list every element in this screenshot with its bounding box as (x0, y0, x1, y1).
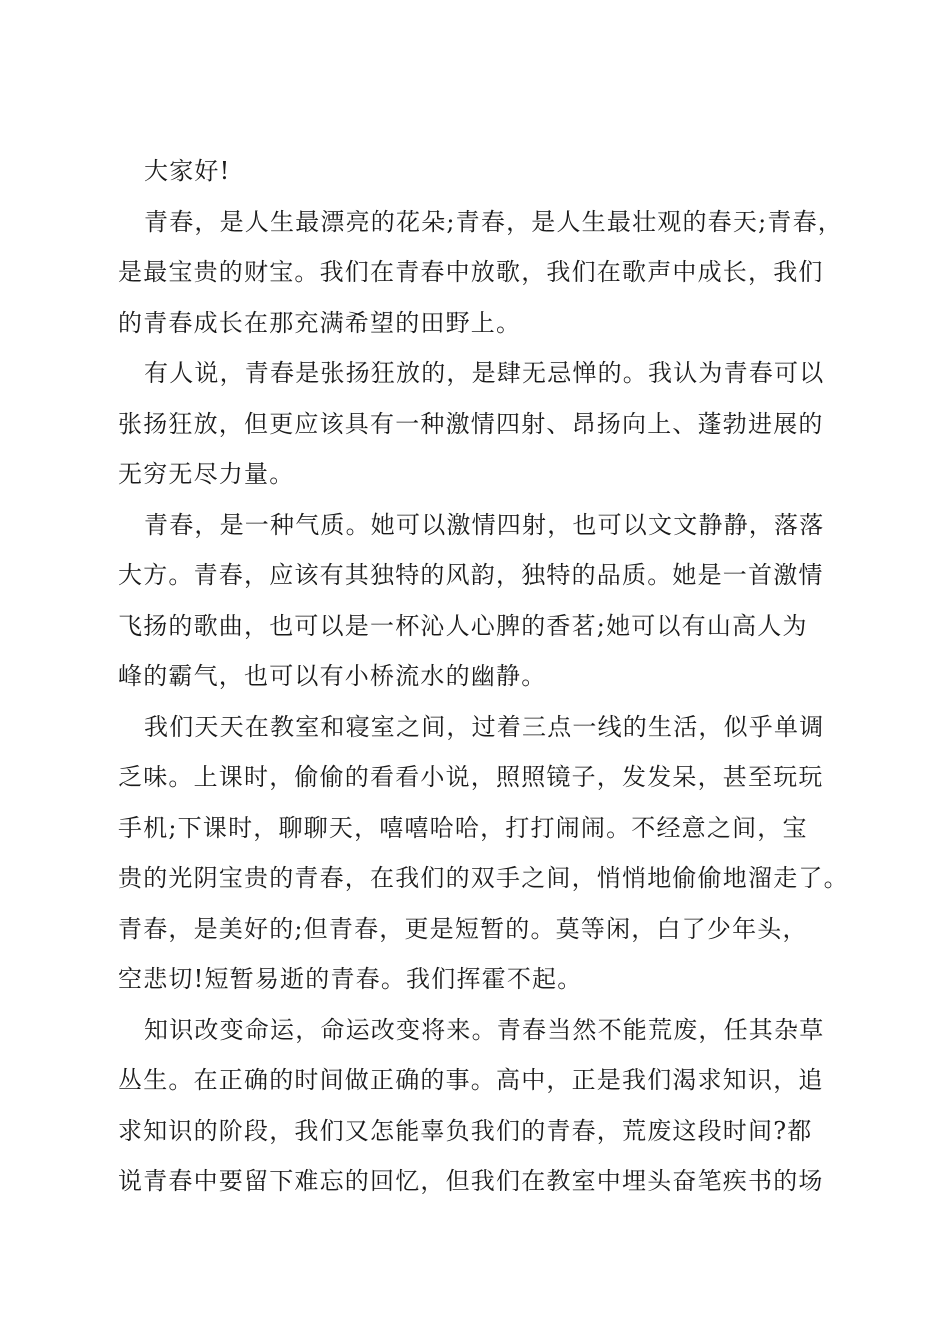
paragraph-3-line-1: 青春，是一种气质。她可以激情四射，也可以文文静静，落落 (144, 510, 825, 539)
paragraph-4-line-1: 我们天天在教室和寝室之间，过着三点一线的生活，似乎单调 (144, 712, 825, 741)
paragraph-3-line-4: 峰的霸气，也可以有小桥流水的幽静。 (118, 662, 547, 690)
paragraph-4-line-5: 青春，是美好的;但青春，更是短暂的。莫等闲，白了少年头， (118, 914, 808, 943)
paragraph-3-line-3: 飞扬的歌曲，也可以是一杯沁人心脾的香茗;她可以有山高人为 (118, 611, 808, 640)
paragraph-2-line-3: 无穷无尽力量。 (118, 460, 295, 488)
paragraph-4-line-4: 贵的光阴宝贵的青春，在我们的双手之间，悄悄地偷偷地溜走了。 (118, 864, 849, 892)
paragraph-1-line-3: 的青春成长在那充满希望的田野上。 (118, 308, 522, 337)
paragraph-2-line-2: 张扬狂放，但更应该具有一种激情四射、昂扬向上、蓬勃进展的 (118, 409, 824, 438)
paragraph-1-line-1: 青春，是人生最漂亮的花朵;青春，是人生最壮观的春天;青春， (144, 207, 843, 236)
greeting-line: 大家好! (144, 157, 231, 185)
document-body (118, 146, 898, 1207)
paragraph-5-line-3: 求知识的阶段，我们又怎能辜负我们的青春，荒废这段时间?都 (118, 1116, 813, 1145)
paragraph-2-line-1: 有人说，青春是张扬狂放的，是肆无忌惮的。我认为青春可以 (144, 359, 825, 387)
paragraph-4-line-2: 乏味。上课时，偷偷的看看小说，照照镜子，发发呆，甚至玩玩 (118, 763, 824, 791)
paragraph-4-line-6: 空悲切!短暂易逝的青春。我们挥霍不起。 (118, 965, 583, 993)
paragraph-5-line-4: 说青春中要留下难忘的回忆，但我们在教室中埋头奋笔疾书的场 (118, 1167, 824, 1195)
paragraph-1-line-2: 是最宝贵的财宝。我们在青春中放歌，我们在歌声中成长，我们 (118, 258, 824, 286)
paragraph-3-line-2: 大方。青春，应该有其独特的风韵，独特的品质。她是一首激情 (118, 561, 824, 589)
paragraph-5-line-2: 丛生。在正确的时间做正确的事。高中，正是我们渴求知识，追 (118, 1066, 824, 1094)
paragraph-5-line-1: 知识改变命运，命运改变将来。青春当然不能荒废，任其杂草 (144, 1015, 825, 1044)
paragraph-4-line-3: 手机;下课时，聊聊天，嘻嘻哈哈，打打闹闹。不经意之间，宝 (118, 813, 808, 842)
